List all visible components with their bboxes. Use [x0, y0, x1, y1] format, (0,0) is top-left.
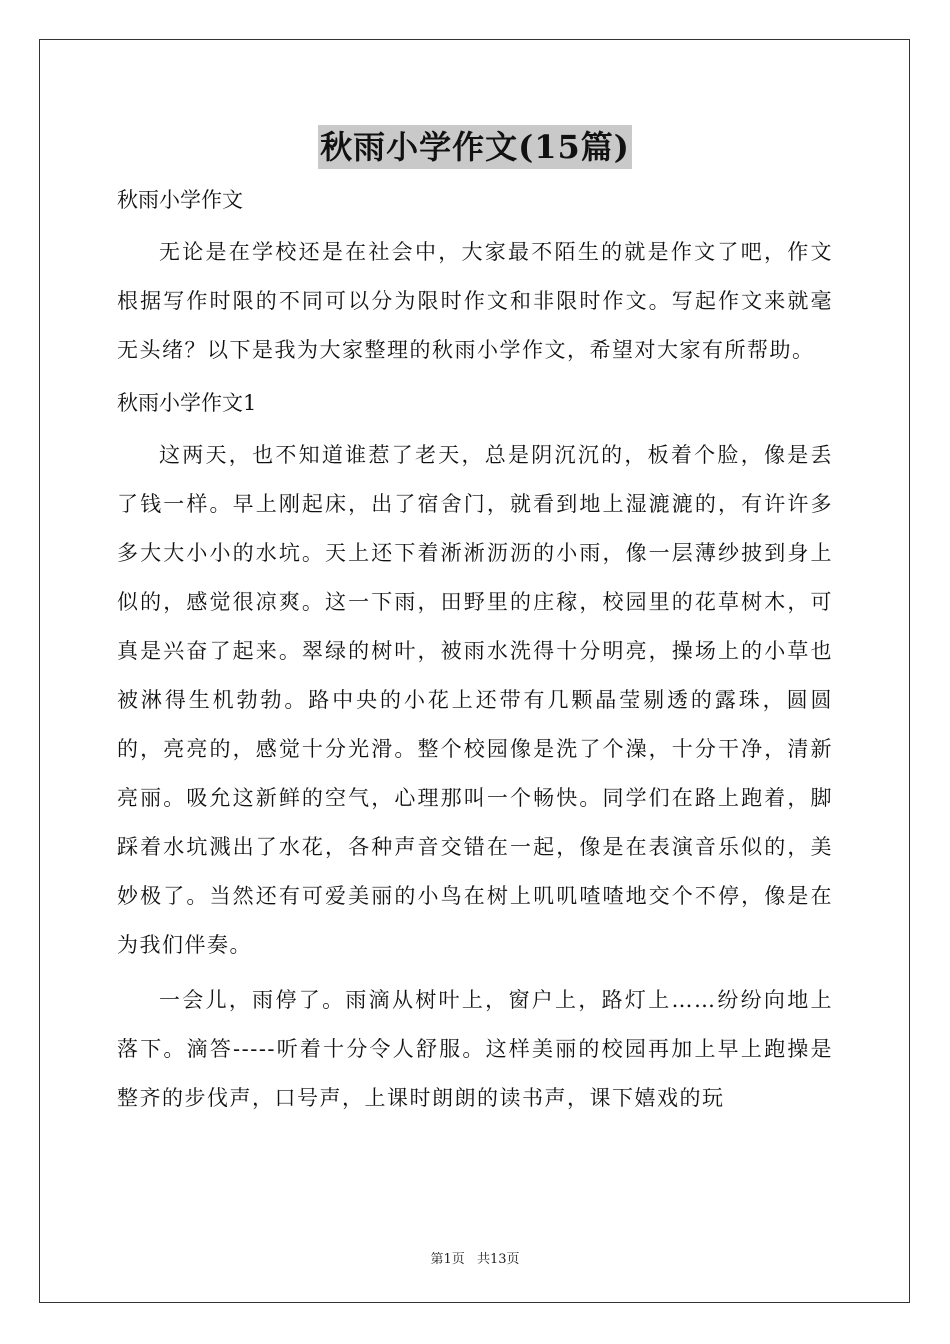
paragraph: 无论是在学校还是在社会中，大家最不陌生的就是作文了吧，作文根据写作时限的不同可以分为限时作文和非限时作文。写起作文来就毫无头绪？以下是我为大家整理的秋雨小学作文，希望对大家有所帮助。 — [117, 240, 833, 362]
page-footer — [0, 1248, 950, 1267]
document-body — [117, 178, 833, 1129]
paragraph: 这两天，也不知道谁惹了老天，总是阴沉沉的，板着个脸，像是丢了钱一样。早上刚起床，出了宿舍门，就看到地上湿漉漉的，有许许多多大大小小的水坑。天上还下着淅淅沥沥的小雨，像一层薄纱披到身上似的，感觉很凉爽。这一下雨，田野里的庄稼，校园里的花草树木，可真是兴奋了起来。翠绿的树叶，被雨水洗得十分明亮，操场上的小草也被淋得生机勃勃。路中央的小花上还带有几颗晶莹剔透的露珠，圆圆的，亮亮的，感觉十分光滑。整个校园像是洗了个澡，十分干净，清新亮丽。吸允这新鲜的空气，心理那叫一个畅快。同学们在路上跑着，脚踩着水坑溅出了水花，各种声音交错在一起，像是在表演音乐似的，美妙极了。当然还有可爱美丽的小鸟在树上叽叽喳喳地交个不停，像是在为我们伴奏。 — [117, 443, 833, 957]
title-container — [0, 125, 950, 169]
document-title: 秋雨小学作文(15篇) — [318, 125, 632, 169]
section-heading: 秋雨小学作文 — [117, 188, 243, 212]
paragraph: 一会儿，雨停了。雨滴从树叶上，窗户上，路灯上……纷纷向地上落下。滴答-----听着十分令人舒服。这样美丽的校园再加上早上跑操是整齐的步伐声，口号声，上课时朗朗的读书声，课下嬉戏的玩 — [117, 988, 833, 1110]
page-total: 共13页 — [476, 1252, 520, 1267]
section-heading: 秋雨小学作文1 — [117, 391, 257, 415]
page-number: 第1页 — [430, 1252, 465, 1267]
